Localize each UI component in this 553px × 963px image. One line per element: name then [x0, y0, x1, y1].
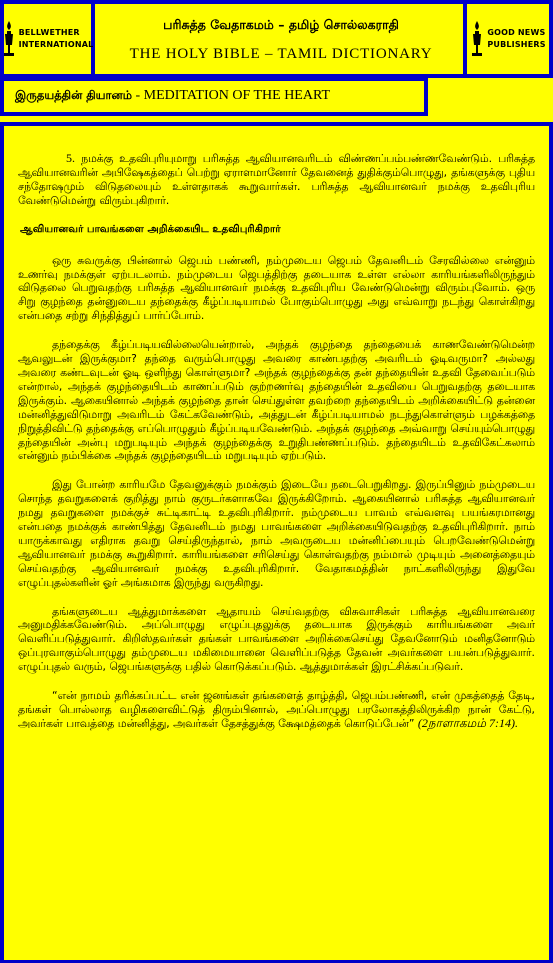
- paragraph-5: தங்களுடைய ஆத்துமாக்களை ஆதாயம் செய்வதற்கு விசுவாசிகள் பரிசுத்த ஆவியானவரை அனுமதிக்கவேண்டும். அப்பொழுது எழுப்புதலுக்கு தடையாக இருக்கும் காரியங்களை அவர் வெளிப்படுத்துவார். கிறிஸ்தவர்கள் தங்கள் பாவங்களை அறிக்கைசெய்து தேவனோடும் மனிதனோடும் ஒப்புரவாகும்பொழுது தம்முடைய மகிமையானை வெளிப்படுத்த தேவன் அவர்களை பயன்படுத்துவார். எழுப்புதல் வரும், ஜெபங்களுக்கு பதில் கொடுக்கப்படும். ஆத்துமாக்கள் இரட்சிக்கப்படுவர்.: [18, 604, 535, 674]
- section-title: [0, 78, 428, 116]
- lamp-icon: [2, 19, 16, 59]
- bellwether-logo[interactable]: [4, 4, 95, 74]
- section-title-tamil: இருதயத்தின் தியானம்: [15, 88, 132, 102]
- section-title-english: MEDITATION OF THE HEART: [143, 88, 331, 103]
- page-header: [0, 0, 553, 78]
- logo-line-2: INTERNATIONAL: [18, 40, 94, 49]
- title-area: [99, 4, 463, 74]
- item-number: 5.: [66, 151, 75, 165]
- section-title-separator: -: [131, 88, 144, 103]
- verse-quote: “என் நாமம் தரிக்கப்பட்ட என் ஜனங்கள் தங்களைத் தாழ்த்தி, ஜெபம்பண்ணி, என் முகத்தைத் தேடி, தங்கள் பொல்லாத வழிகளைவிட்டுத் திரும்பினால், அப்பொழுது பரலோகத்திலிருக்கிற நான் கேட்டு, அவர்கள் பாவத்தை மன்னித்து, அவர்கள் தேசத்துக்கு க்ஷேமத்தைக் கொடுப்பேன்”: [18, 689, 535, 730]
- logo-line-2: PUBLISHERS: [487, 40, 546, 49]
- good-news-logo[interactable]: [463, 4, 549, 74]
- content-area: [0, 122, 553, 963]
- paragraph-1: [18, 152, 535, 208]
- paragraph-6: [18, 689, 535, 731]
- title-tamil: பரிசுத்த வேதாகமம் – தமிழ் சொல்லகராதி: [163, 17, 399, 32]
- paragraph-3: தந்தைக்கு கீழ்ப்படியவில்லையென்றால், அந்தக் குழந்தை தந்தையைக் காணவேண்டுமென்ற ஆவலுடன் இருக்குமா? தந்தை வரும்பொழுது அவரை காண்பதற்கு அவரிடம் ஓடிவருமா? அல்லது அவரை கண்டவுடன் ஓடி ஒளிந்து கொள்ளுமா? அந்தக் குழந்தைக்கு தன் தந்தையின் உதவி தேவைப்படும் என்றால், அந்தக் குழந்தையிடம் காணப்படும் குற்றணர்வு தந்தையின் உதவியை பெறுவதற்கு தடையாக இருக்கும். ஆகையினால் அந்தக் குழந்தை தான் செய்துள்ள தவற்றை தந்தையிடம் அறிக்கையிட்டு தன்னை மன்னித்துவிடுமாறு அவரிடம் கேட்கவேண்டும், அத்துடன் கீழ்ப்படியாமல் நடந்துகொள்ளும் பழக்கத்தை நிறுத்திவிட்டு தந்தைக்கு எப்பொழுதும் கீழ்ப்படியவேண்டும். அந்தக் குழந்தை அவ்வாறு செய்யும்பொழுது தந்தையின் அன்பு மறுபடியும் அந்தக் குழந்தைக்கு உறுதிபண்ணப்படும். தந்தையிடம் உதவிகேட்கலாம் என்னும் நம்பிக்கை அந்தக் குழந்தையிடம் மறுபடியும் ஏற்படும்.: [18, 338, 535, 463]
- logo-line-1: GOOD NEWS: [487, 28, 546, 37]
- verse-reference: (2நாளாகமம் 7:14).: [417, 715, 518, 730]
- logo-line-1: BELLWETHER: [18, 28, 80, 37]
- paragraph-4: இது போன்ற காரியமே தேவனுக்கும் நமக்கும் இடையே நடைபெறுகிறது. இருப்பினும் நம்முடைய சொந்த தவறுகளைக் குறித்து நாம் குருடர்களாகவே இருக்கிறோம். ஆகையினால் பரிசுத்த ஆவியானவர் நமது தவறுகளை நமக்குச் சுட்டிகாட்டி உதவிபுரிகிறார். நம்முடைய பாவம் எவ்வளவு பயங்கரமானது என்பதை நமக்குக் காண்பித்து தேவனிடம் நமது பாவங்களை அறிக்கையிடுவதற்கு உதவிபுரிகிறார். நாம் யாருக்காவது எதிராக தவறு செய்திருந்தால், நாம் அவருடைய மன்னிப்பையும் பெறவேண்டுமென்று ஆவியானவர் நமக்கு கூறுகிறார். காரியங்களை சரிசெய்து கொள்வதற்கு நம்மால் முடியும் அனைத்தையும் செய்வதற்கு ஆவியானவர் நமக்கு உதவிபுரிகிறார். வேதாகமத்தின் நாட்களிலிருந்து இதுவே எழுப்புதல்களின் ஓர் அங்கமாக இருந்து வருகிறது.: [18, 478, 535, 589]
- paragraph-1-text: நமக்கு உதவிபுரியுமாறு பரிசுத்த ஆவியானவரிடம் விண்ணப்பம்பண்ணவேண்டும். பரிசுத்த ஆவியானவரின் அபிஷேகத்தைப் பெற்று ஏராளமானோர் தேவனைத் துதிக்கும்பொழுது, தங்களுக்கு புதிய சந்தோஷமும் விடுதலையும் உள்ளதாகக் கூறுவார்கள். பரிசுத்த ஆவியானவர் நமக்கு உதவிபுரிய வேண்டுமென்று விரும்புகிறார்.: [18, 152, 535, 207]
- paragraph-2: ஒரு சுவருக்கு பின்னால் ஜெபம் பண்ணி, நம்முடைய ஜெபம் தேவனிடம் சேரவில்லை என்னும் உணர்வு நமக்குள் ஏற்படலாம். நம்முடைய ஜெபத்திற்கு தடையாக உள்ள எல்லா காரியங்களிலிருந்தும் விடுதலை பெறுவதற்கு பரிசுத்த ஆவியானவர் நமக்கு உதவிபுரிய வேண்டுமென்று விரும்புவோம். ஒரு சிறு குழந்தை தன்னுடைய தந்தைக்கு கீழ்ப்படியாமல் போகும்பொழுது அது எவ்வாறு நடந்து கொள்கிறது என்பதை சற்று சிந்தித்துப் பார்ப்போம்.: [18, 253, 535, 323]
- title-english: THE HOLY BIBLE – TAMIL DICTIONARY: [129, 46, 433, 62]
- lamp-icon: [470, 19, 484, 59]
- subheading: ஆவியானவர் பாவங்களை அறிக்கையிட உதவிபுரிகிறார்: [20, 223, 281, 235]
